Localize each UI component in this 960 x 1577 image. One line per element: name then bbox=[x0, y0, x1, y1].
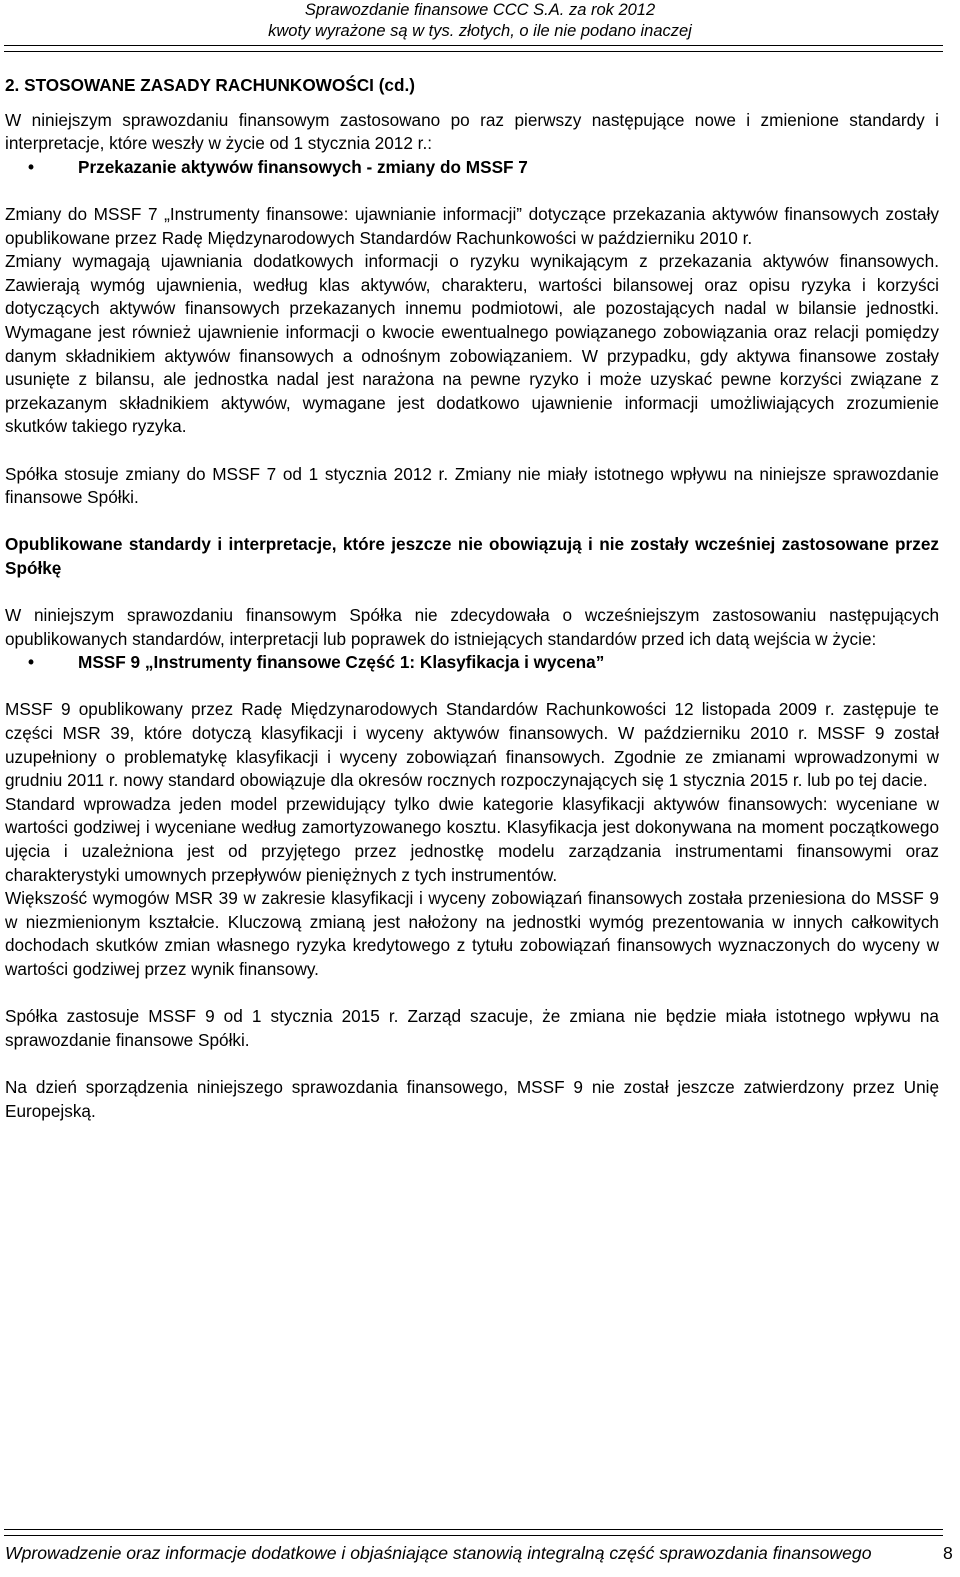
bullet-mssf9 bbox=[5, 651, 939, 675]
paragraph-1: Zmiany do MSSF 7 „Instrumenty finansowe: ujawnianie informacji” dotyczące przekazania aktywów finansowych zostały opublikowane przez Radę Międzynarodowych Standardów Rachunkowości w październiku 2010 r. bbox=[5, 203, 939, 248]
paragraph-7: Większość wymogów MSR 39 w zakresie klasyfikacji i wyceny zobowiązań finansowych została przeniesiona do MSSF 9 w niezmienionym kształcie. Kluczową zmianą jest nałożony na jednostki wymóg prezentowania w innych całkowitych dochodach skutków zmian własnego ryzyka kredytowego z tytułu zobowiązań finansowych wyznaczonych do wyceny w wartości godziwej przez wynik finansowy. bbox=[5, 888, 939, 979]
intro-paragraph: W niniejszym sprawozdaniu finansowym zastosowano po raz pierwszy następujące nowe i zmienione standardy i interpretacje, które weszły w życie od 1 stycznia 2012 r.: bbox=[5, 109, 939, 154]
paragraph-9: Na dzień sporządzenia niniejszego sprawozdania finansowego, MSSF 9 nie został jeszcze zatwierdzony przez Unię Europejską. bbox=[5, 1076, 939, 1121]
header-title: Sprawozdanie finansowe CCC S.A. za rok 2012 bbox=[304, 1, 656, 19]
header-rule bbox=[4, 45, 943, 52]
bullet-dot-icon: • bbox=[28, 156, 35, 177]
bullet-dot-icon: • bbox=[28, 652, 35, 673]
subheading: Opublikowane standardy i interpretacje, które jeszcze nie obowiązują i nie zostały wcześniej zastosowane przez Spółkę bbox=[5, 534, 939, 578]
paragraph-5: MSSF 9 opublikowany przez Radę Międzynarodowych Standardów Rachunkowości 12 listopada 2009 r. zastępuje te części MSR 39, które dotyczą klasyfikacji i wyceny aktywów finansowych. W październiku 2010 r. MSSF 9 został uzupełniony o problematykę klasyfikacji i wyceny zobowiązań finansowych. Zgodnie ze zmianami wprowadzonymi w grudniu 2011 r. nowy standard obowiązuje dla okresów rocznych rozpoczynających się 1 stycznia 2015 r. lub po tej dacie. bbox=[5, 699, 939, 791]
page-footer bbox=[5, 1542, 955, 1564]
header-subtitle: kwoty wyrażone są w tys. złotych, o ile nie podano inaczej bbox=[268, 22, 692, 40]
bullet-mssf9-text: MSSF 9 „Instrumenty finansowe Część 1: Klasyfikacja i wycena” bbox=[78, 652, 605, 673]
footer-text: Wprowadzenie oraz informacje dodatkowe i objaśniające stanowią integralną część sprawozdania finansowego bbox=[5, 1543, 872, 1563]
page-header bbox=[0, 0, 960, 42]
paragraph-6: Standard wprowadza jeden model przewidujący tylko dwie kategorie klasyfikacji aktywów finansowych: wyceniane w wartości godziwej i wyceniane według zamortyzowanego kosztu. Klasyfikacja jest dokonywana na moment początkowego ujęcia i uzależniona jest od przyjętego przez jednostkę modelu zarządzania instrumentami finansowymi oraz charakterystyki umownych przepływów pieniężnych z tych instrumentów. bbox=[5, 793, 939, 885]
paragraph-4: W niniejszym sprawozdaniu finansowym Spółka nie zdecydowała o wcześniejszym zastosowaniu następujących opublikowanych standardów, interpretacji lub poprawek do istniejących standardów przed ich datą wejścia w życie: bbox=[5, 605, 939, 649]
footer-rule bbox=[4, 1529, 943, 1536]
bullet-mssf7-text: Przekazanie aktywów finansowych - zmiany do MSSF 7 bbox=[78, 156, 528, 177]
paragraph-8: Spółka zastosuje MSSF 9 od 1 stycznia 2015 r. Zarząd szacuje, że zmiana nie będzie miała istotnego wpływu na sprawozdanie finansowe Spółki. bbox=[5, 1006, 939, 1050]
paragraph-2: Zmiany wymagają ujawniania dodatkowych informacji o ryzyku wynikającym z przekazania aktywów finansowych. Zawierają wymóg ujawnienia, według klas aktywów, charakteru, wartości bilansowej oraz opisu ryzyka i korzyści dotyczących aktywów finansowych przekazanych innemu podmiotowi, ale pozostających nadal w bilansie jednostki. Wymagane jest również ujawnienie informacji o kwocie ewentualnego powiązanego zobowiązania oraz relacji pomiędzy danym składnikiem aktywów finansowych a odnośnym zobowiązaniem. W przypadku, gdy aktywa finansowe zostały usunięte z bilansu, ale jednostka nadal jest narażona na pewne ryzyko i może uzyskać pewne korzyści związane z przekazanym składnikiem aktywów, wymagane jest dodatkowo ujawnienie informacji umożliwiających zrozumienie skutków takiego ryzyka. bbox=[5, 251, 939, 437]
bullet-mssf7 bbox=[5, 156, 939, 180]
document-body bbox=[5, 74, 939, 1123]
page-number: 8 bbox=[943, 1543, 953, 1563]
paragraph-3: Spółka stosuje zmiany do MSSF 7 od 1 stycznia 2012 r. Zmiany nie miały istotnego wpływu na niniejsze sprawozdanie finansowe Spółki. bbox=[5, 463, 939, 508]
section-title: 2. STOSOWANE ZASADY RACHUNKOWOŚCI (cd.) bbox=[5, 75, 415, 95]
